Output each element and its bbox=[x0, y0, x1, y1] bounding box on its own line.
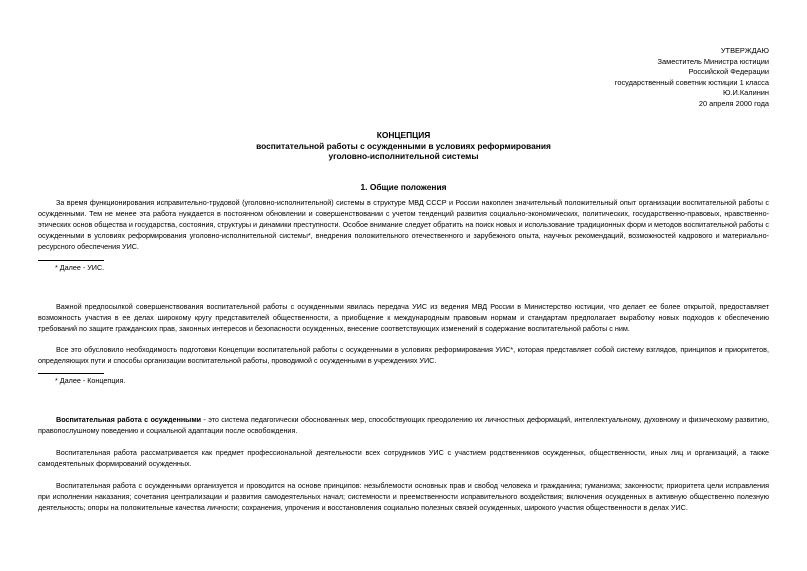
paragraph: Воспитательная работа рассматривается как предмет профессиональной деятельности всех сотрудников УИС с участием родственников осужденных, общественности, иных лиц и организаций, а также самодеятельных формирований осужденных. bbox=[38, 448, 769, 468]
approval-line: УТВЕРЖДАЮ bbox=[720, 46, 769, 55]
title-line: уголовно-исполнительной системы bbox=[328, 151, 479, 162]
paragraph bbox=[38, 414, 769, 436]
paragraph: Воспитательная работа с осужденными организуется и проводится на основе принципов: незыблемости основных прав и свобод человека и гражданина; гуманизма; законности; приоритета цели исправления при исполнении наказания; сочетания централизации и развития самодеятельных начал; системности и преемственности исправительного воздействия; включения осужденных в активную общественно полезную деятельность; опоры на положительные качества личности; сохранения, упрочения и восстановления социально полезных связей осужденных, широкого участия общественности в делах УИС. bbox=[38, 481, 769, 512]
approval-line: Ю.И.Калинин bbox=[722, 88, 769, 98]
footnote-divider bbox=[38, 260, 104, 261]
definition-term: Воспитательная работа с осужденными bbox=[56, 415, 202, 424]
section-heading: 1. Общие положения bbox=[360, 182, 447, 192]
title-line: воспитательной работы с осужденными в условиях реформирования bbox=[256, 140, 551, 151]
footnote: * Далее - УИС. bbox=[55, 263, 105, 272]
footnote-divider bbox=[38, 373, 104, 374]
approval-block bbox=[615, 46, 769, 110]
footnote: * Далее - Концепция. bbox=[55, 376, 126, 385]
approval-line: Заместитель Министра юстиции bbox=[657, 56, 769, 66]
paragraph: Важной предпосылкой совершенствования воспитательной работы с осужденными явилась передача УИС из ведения МВД России в Министерство юстиции, что делает ее более открытой, предоставляет возможность участия в ее делах широкому кругу представителей общественности, а приобщение к международным правовым нормам и стандартам предполагает выработку новых подходов к обеспечению требований по защите гражданских прав, законных интересов и безопасности осужденных, внесение соответствующих изменений в содержание воспитательной работы с ним. bbox=[38, 302, 769, 333]
title-line: КОНЦЕПЦИЯ bbox=[376, 130, 431, 140]
approval-line: 20 апреля 2000 года bbox=[698, 98, 769, 108]
definition-text: - это система педагогически обоснованных мер, способствующих преодолению их личностных деформаций, интеллектуальному, духовному и физическому развитию, правопослушному поведению и социальной адаптации после освобождения. bbox=[38, 415, 770, 435]
paragraph: Все это обусловило необходимость подготовки Концепции воспитательной работы с осужденными в условиях реформирования УИС*, которая представляет собой систему взглядов, принципов и приоритетов, определяющих пути и способы организации воспитательной работы, проводимой с осужденными в учреждениях УИС. bbox=[38, 345, 769, 365]
document-title bbox=[0, 130, 807, 162]
paragraph: За время функционирования исправительно-трудовой (уголовно-исполнительной) системы в структуре МВД СССР и России накоплен значительный положительный опыт организации воспитательной работы с осужденными. Тем не менее эта работа нуждается в постоянном обновлении и совершенствовании с учетом тенденций развития социально-экономических, политических, государственно-правовых, нравственно-этических основ общества и государства, состояния, структуры и динамики преступности. Особое внимание следует обратить на поиск новых и использование традиционных форм и методов воспитательной работы с осужденными в условиях реформирования уголовно-исполнительной системы*, внедрения положительного отечественного и зарубежного опыта, научных рекомендаций, возможностей кадрового и материально-ресурсного обеспечения УИС. bbox=[38, 198, 769, 251]
approval-line: Российской Федерации bbox=[688, 67, 769, 77]
approval-line: государственный советник юстиции 1 класса bbox=[614, 77, 769, 87]
